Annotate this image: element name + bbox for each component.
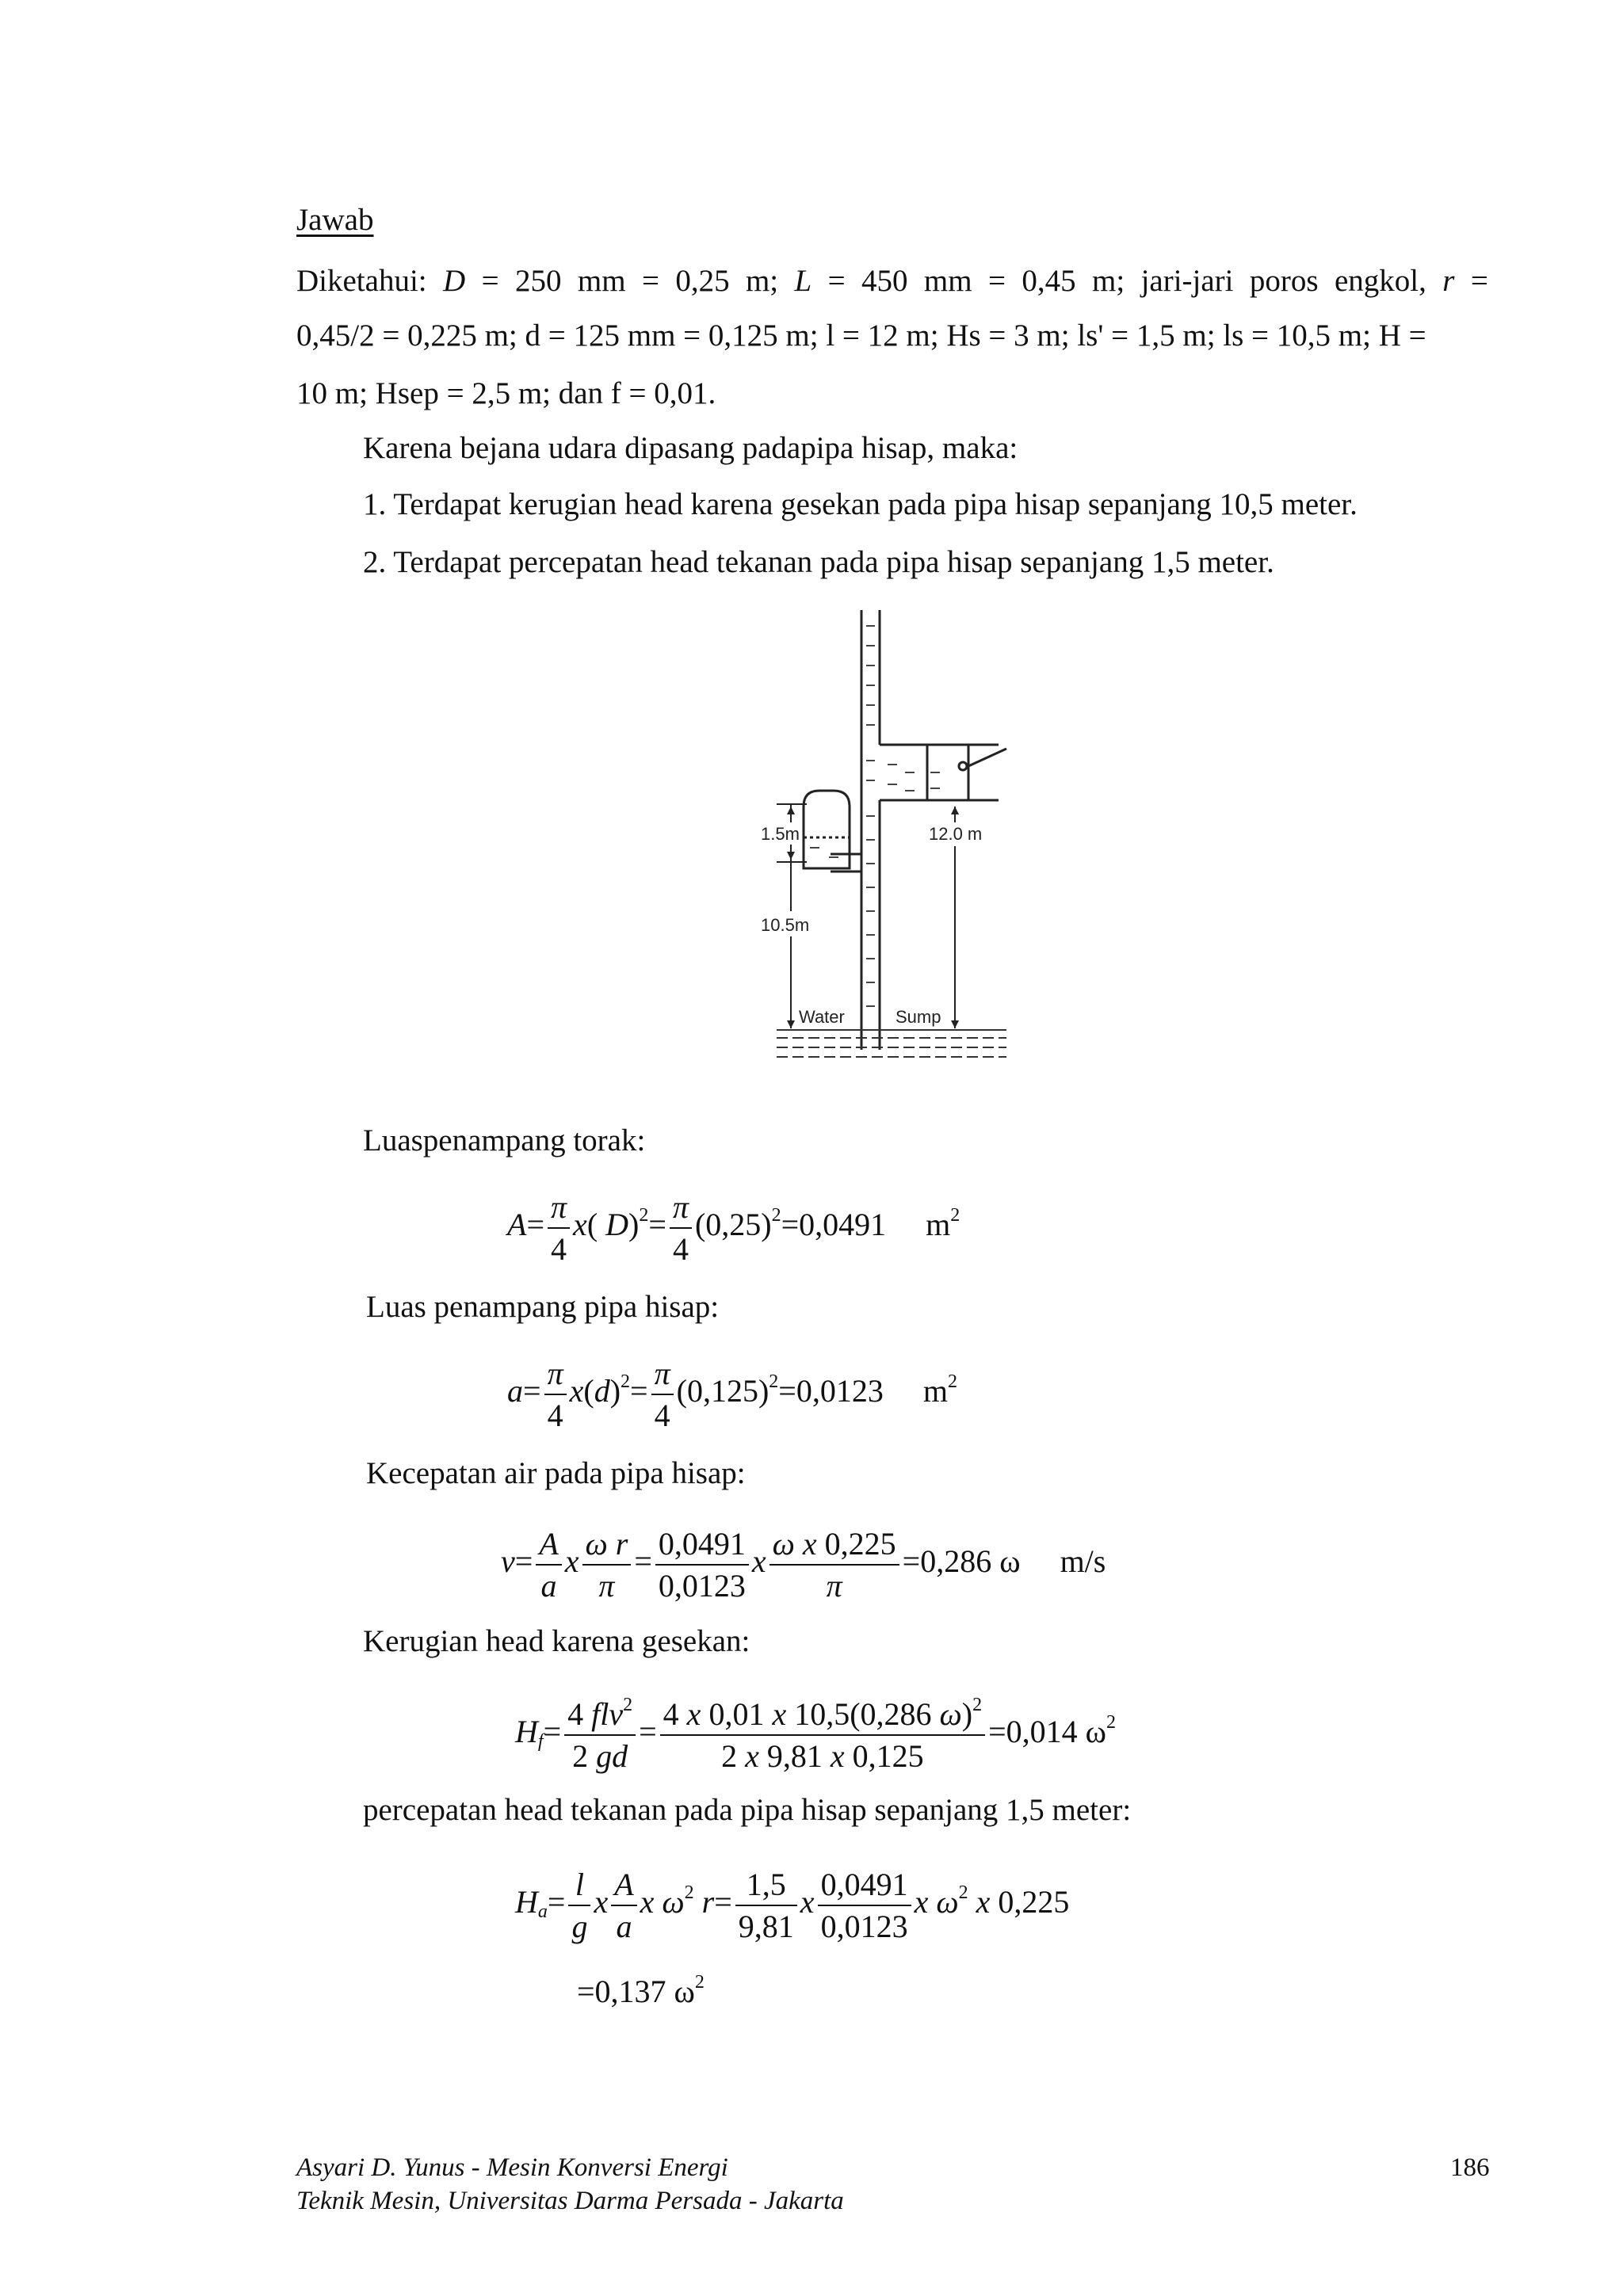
- answer-heading: Jawab: [296, 203, 374, 237]
- section-friction-loss: Kerugian head karena gesekan:: [363, 1624, 750, 1658]
- given-word: Diketahui:: [296, 264, 427, 298]
- label-sump: Sump: [896, 1007, 941, 1027]
- given-line-2: 0,45/2 = 0,225 m; d = 125 mm = 0,125 m; l = 12 m; Hs = 3 m; ls' = 1,5 m; ls = 10,5 m; H =: [296, 318, 1426, 353]
- footer-institution: Teknik Mesin, Universitas Darma Persada - Jakarta: [296, 2187, 844, 2215]
- section-pipe-area: Luas penampang pipa hisap:: [366, 1290, 720, 1324]
- given-word: mm: [923, 264, 972, 298]
- equation-acceleration-head: $H_a=$ $\frac{l}{g}$ x $\frac{A}{a}$ x $\omega^2$ r= $\frac{1,5}{9,81}$ x $\frac{0,0491}{0,0123}$ x $\omega^2$ x 0,225: [515, 1867, 1070, 1944]
- acceleration-head-result: =0,137 ω: [577, 1974, 695, 2009]
- given-word: =: [481, 264, 499, 298]
- given-word: 450: [861, 264, 908, 298]
- given-word: =: [641, 264, 659, 298]
- given-word: engkol,: [1334, 264, 1426, 298]
- velocity-result: =0,286 ω: [902, 1543, 1021, 1580]
- pipe-area-unit: m: [922, 1373, 948, 1409]
- given-word: =: [987, 264, 1006, 298]
- equation-friction-loss: $H_f=$ $\frac{4 flv^2}{2 gd}$ = $\frac{4 x 0,01 x 10,5(0,286 \omega)^2}{2 x 9,81 x 0,125}$ =0,014 $\omega^2$: [515, 1695, 1116, 1774]
- section-velocity: Kecepatan air pada pipa hisap:: [366, 1456, 746, 1490]
- page-number: 186: [1450, 2153, 1490, 2182]
- label-water: Water: [799, 1007, 845, 1027]
- given-word: L: [794, 264, 812, 298]
- equation-piston-area: A= $\frac{\pi}{4}$ x( D)$^2$= $\frac{\pi}{4}$ $(0,25)^2=0,0491$ $m^2$: [507, 1189, 960, 1267]
- given-line-1: [296, 263, 1488, 299]
- point-2: 2. Terdapat percepatan head tekanan pada pipa hisap sepanjang 1,5 meter.: [363, 545, 1274, 579]
- label-10-5m: 10.5m: [761, 915, 810, 935]
- given-line-3: 10 m; Hsep = 2,5 m; dan f = 0,01.: [296, 376, 716, 410]
- given-word: 250: [514, 264, 562, 298]
- equation-velocity: v= $\frac{A}{a}$ x $\frac{\text{ω r}}{\pi}$ = $\frac{0,0491}{0,0123}$ x $\frac{\text{ω x 0,225}}{\pi}$ =0,286 ω m/s: [501, 1526, 1106, 1604]
- equation-pipe-area: a= $\frac{\pi}{4}$ $x(d)^2=$ $\frac{\pi}{4}$ $(0,125)^2=0,0123$ $m^2$: [507, 1356, 957, 1433]
- pump-figure: [761, 610, 1014, 1077]
- footer-author: Asyari D. Yunus - Mesin Konversi Energi: [296, 2153, 728, 2182]
- given-word: jari-jari: [1140, 264, 1234, 298]
- given-word: 0,25: [675, 264, 730, 298]
- intro-text: Karena bejana udara dipasang padapipa hisap, maka:: [363, 431, 1018, 465]
- given-word: r: [1442, 264, 1455, 298]
- given-word: =: [1470, 264, 1488, 298]
- friction-loss-result: =0,014 ω: [988, 1714, 1106, 1750]
- piston-area-result: =0,0491: [781, 1207, 887, 1243]
- pipe-area-result: =0,0123: [778, 1373, 884, 1409]
- given-word: m;: [745, 264, 779, 298]
- section-acceleration-head: percepatan head tekanan pada pipa hisap sepanjang 1,5 meter:: [363, 1793, 1132, 1827]
- equation-acceleration-head-result: =0,137 $\omega^2$: [577, 1972, 705, 2009]
- point-1: 1. Terdapat kerugian head karena gesekan pada pipa hisap sepanjang 10,5 meter.: [363, 487, 1358, 521]
- given-word: mm: [577, 264, 626, 298]
- given-word: =: [827, 264, 846, 298]
- label-12m: 12.0 m: [929, 824, 983, 844]
- given-word: poros: [1249, 264, 1319, 298]
- velocity-unit: m/s: [1060, 1543, 1106, 1580]
- given-word: D: [443, 264, 466, 298]
- given-word: m;: [1092, 264, 1125, 298]
- label-1-5m: 1.5m: [761, 824, 800, 844]
- section-piston-area: Luaspenampang torak:: [363, 1123, 646, 1158]
- given-word: 0,45: [1022, 264, 1076, 298]
- piston-area-unit: m: [926, 1207, 951, 1243]
